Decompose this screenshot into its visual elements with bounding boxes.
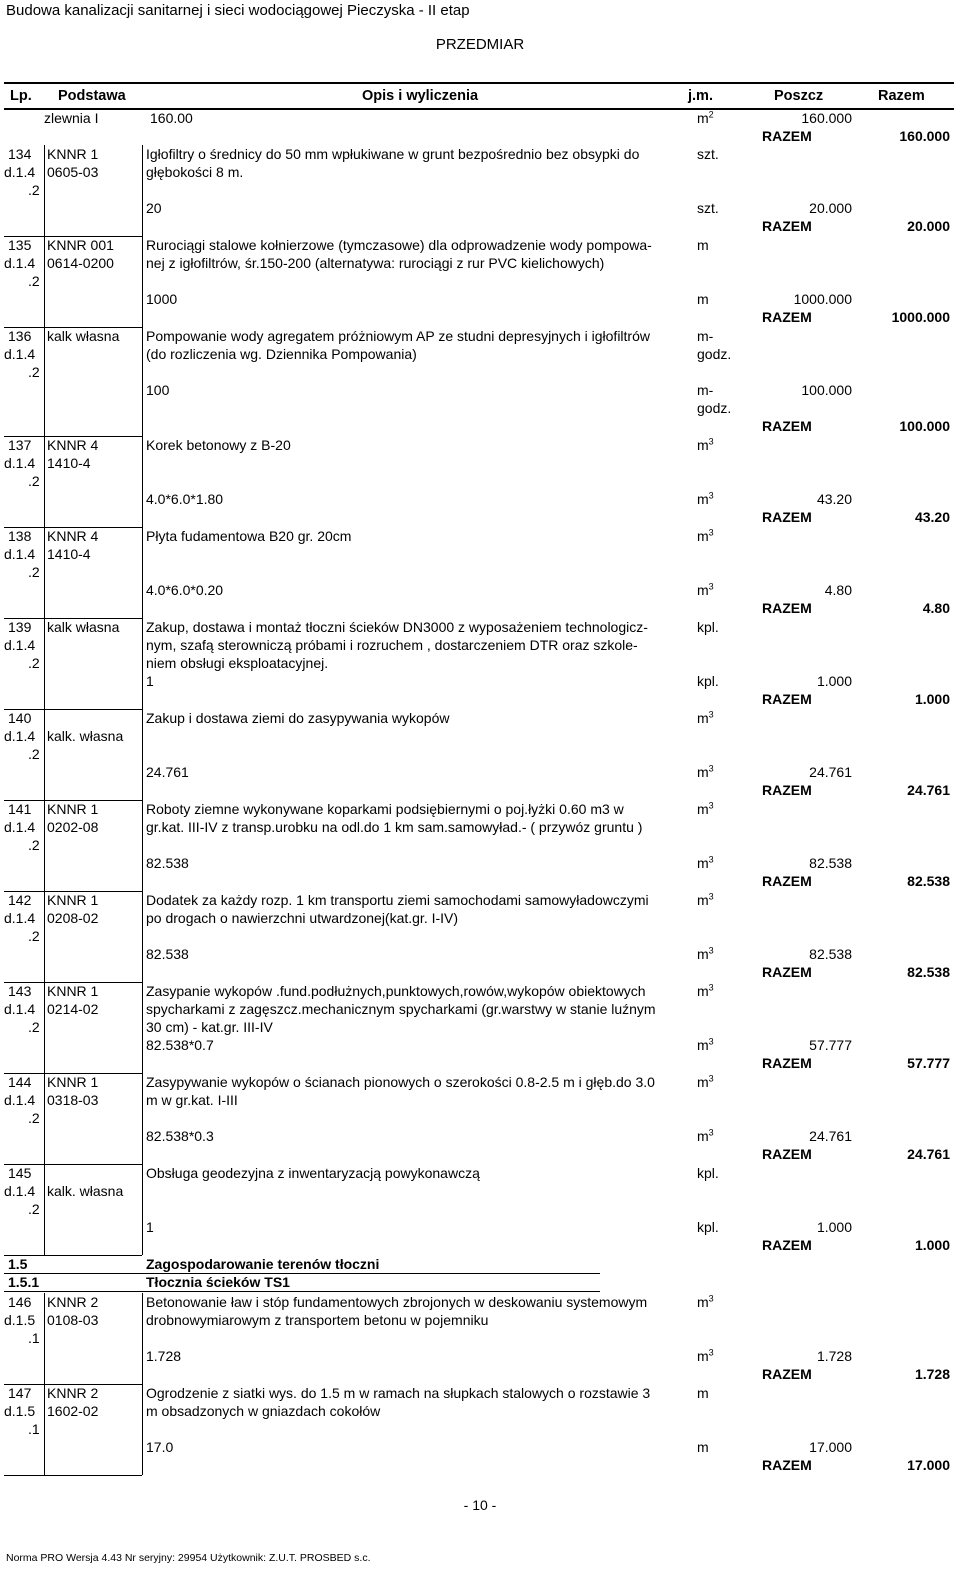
unit-exponent: 3 bbox=[708, 490, 714, 501]
razem-value: 82.538 bbox=[907, 873, 950, 889]
basis-catalog: 0605-03 bbox=[47, 164, 99, 180]
item-number: 136 bbox=[8, 328, 32, 344]
unit: kpl. bbox=[697, 619, 719, 635]
column-divider bbox=[142, 1384, 143, 1475]
item-sub: .1 bbox=[28, 1330, 40, 1346]
column-divider bbox=[44, 527, 45, 618]
partial-value: 100.000 bbox=[801, 382, 852, 398]
column-divider bbox=[142, 1073, 143, 1164]
unit-exponent: 3 bbox=[708, 709, 714, 720]
item-sub: .2 bbox=[28, 746, 40, 762]
column-divider bbox=[44, 145, 45, 236]
document-subtitle: PRZEDMIAR bbox=[435, 36, 525, 53]
item-number: 143 bbox=[8, 983, 32, 999]
column-divider bbox=[44, 436, 45, 527]
col-poszcz: Poszcz bbox=[774, 88, 824, 104]
calc-unit: m- bbox=[697, 382, 714, 398]
item-number: 137 bbox=[8, 437, 32, 453]
razem-label: RAZEM bbox=[762, 1146, 812, 1162]
basis-code: KNNR 2 bbox=[47, 1294, 99, 1310]
row-divider bbox=[4, 1273, 600, 1274]
column-divider bbox=[142, 236, 143, 327]
item-chapter: d.1.4 bbox=[4, 1183, 36, 1199]
item-chapter: d.1.4 bbox=[4, 546, 36, 562]
item-chapter: d.1.4 bbox=[4, 637, 36, 653]
unit-exponent: 3 bbox=[708, 1036, 714, 1047]
item-sub: .2 bbox=[28, 1110, 40, 1126]
column-divider bbox=[44, 891, 45, 982]
partial-value: 20.000 bbox=[809, 200, 852, 216]
description-line: Korek betonowy z B-20 bbox=[146, 437, 291, 453]
calc-expression: 1 bbox=[146, 1219, 154, 1235]
calc-expression: 82.538*0.7 bbox=[146, 1037, 214, 1053]
razem-label: RAZEM bbox=[762, 964, 812, 980]
description-line: Betonowanie ław i stóp fundamentowych zbrojonych w deskowaniu systemowym bbox=[146, 1294, 648, 1310]
column-divider bbox=[44, 327, 45, 436]
col-podstawa: Podstawa bbox=[58, 88, 126, 104]
column-divider bbox=[142, 709, 143, 800]
item-number: 147 bbox=[8, 1385, 32, 1401]
calc-unit: kpl. bbox=[697, 1219, 719, 1235]
unit: $m^3$ bbox=[697, 982, 714, 999]
unit-exponent: 3 bbox=[708, 581, 714, 592]
calc-expression: 24.761 bbox=[146, 764, 189, 780]
column-divider bbox=[44, 709, 45, 800]
description-line: Igłofiltry o średnicy do 50 mm wpłukiwane w grunt bezpośrednio bez obsypki do bbox=[146, 146, 640, 162]
unit-exponent: 2 bbox=[708, 109, 714, 120]
calc-expression: 82.538*0.3 bbox=[146, 1128, 214, 1144]
razem-value: 1.000 bbox=[914, 691, 950, 707]
item-sub: .1 bbox=[28, 1421, 40, 1437]
calc-unit: kpl. bbox=[697, 673, 719, 689]
partial-value: 82.538 bbox=[809, 855, 852, 871]
item-number: 140 bbox=[8, 710, 32, 726]
column-divider bbox=[142, 891, 143, 982]
item-sub: .2 bbox=[28, 364, 40, 380]
basis-code: KNNR 4 bbox=[47, 437, 99, 453]
razem-label: RAZEM bbox=[762, 128, 812, 144]
calc-label: zlewnia I bbox=[44, 110, 99, 126]
description-line: Zasypywanie wykopów o ścianach pionowych o szerokości 0.8-2.5 m i głęb.do 3.0 bbox=[146, 1074, 655, 1090]
calc-expression: 82.538 bbox=[146, 855, 189, 871]
unit: $m^3$ bbox=[697, 891, 714, 908]
column-divider bbox=[44, 1073, 45, 1164]
unit-exponent: 3 bbox=[708, 945, 714, 956]
unit: m bbox=[697, 237, 709, 253]
razem-label: RAZEM bbox=[762, 600, 812, 616]
unit-exponent: 3 bbox=[708, 1347, 714, 1358]
unit: m bbox=[697, 1385, 709, 1401]
razem-value: 43.20 bbox=[914, 509, 950, 525]
unit: $m^3$ bbox=[697, 709, 714, 726]
calc-expression: 4.0*6.0*1.80 bbox=[146, 491, 224, 507]
razem-label: RAZEM bbox=[762, 1366, 812, 1382]
description-line: (do rozliczenia wg. Dziennika Pompowania) bbox=[146, 346, 417, 362]
razem-value: 17.000 bbox=[907, 1457, 950, 1473]
column-divider bbox=[44, 1384, 45, 1475]
page-number: - 10 - bbox=[463, 1497, 497, 1513]
description-line: gr.kat. III-IV z transp.urobku na odl.do 1 km sam.samowyład.- ( przywóz gruntu ) bbox=[146, 819, 643, 835]
item-sub: .2 bbox=[28, 473, 40, 489]
description-line: głębokości 8 m. bbox=[146, 164, 244, 180]
description-line: drobnowymiarowym z transportem betonu w pojemniku bbox=[146, 1312, 489, 1328]
basis-catalog: 0202-08 bbox=[47, 819, 99, 835]
description-line: Ogrodzenie z siatki wys. do 1.5 m w ramach na słupkach stalowych o rozstawie 3 bbox=[146, 1385, 651, 1401]
partial-value: 24.761 bbox=[809, 1128, 852, 1144]
column-header-row bbox=[4, 82, 954, 110]
calc-unit: $m^3$ bbox=[697, 945, 714, 962]
item-number: 141 bbox=[8, 801, 32, 817]
column-divider bbox=[142, 982, 143, 1073]
basis-code: kalk własna bbox=[47, 619, 120, 635]
partial-value: 82.538 bbox=[809, 946, 852, 962]
razem-label: RAZEM bbox=[762, 782, 812, 798]
razem-value: 20.000 bbox=[907, 218, 950, 234]
item-sub: .2 bbox=[28, 182, 40, 198]
razem-value: 82.538 bbox=[907, 964, 950, 980]
item-chapter: d.1.4 bbox=[4, 1092, 36, 1108]
razem-value: 1000.000 bbox=[891, 309, 950, 325]
unit-exponent: 3 bbox=[708, 436, 714, 447]
unit-cont: godz. bbox=[697, 346, 732, 362]
col-razem: Razem bbox=[878, 88, 925, 104]
item-number: 142 bbox=[8, 892, 32, 908]
column-divider bbox=[142, 618, 143, 709]
calc-unit: $m^3$ bbox=[697, 1347, 714, 1364]
item-sub: .2 bbox=[28, 928, 40, 944]
item-number: 146 bbox=[8, 1294, 32, 1310]
item-sub: .2 bbox=[28, 837, 40, 853]
unit-exponent: 3 bbox=[708, 763, 714, 774]
razem-label: RAZEM bbox=[762, 218, 812, 234]
razem-label: RAZEM bbox=[762, 1237, 812, 1253]
item-chapter: d.1.4 bbox=[4, 255, 36, 271]
item-number: 138 bbox=[8, 528, 32, 544]
calc-expression: 100 bbox=[146, 382, 170, 398]
partial-value: 1.728 bbox=[816, 1348, 852, 1364]
column-divider bbox=[44, 1293, 45, 1384]
partial-value: 24.761 bbox=[809, 764, 852, 780]
description-line: m obsadzonych w gniazdach cokołów bbox=[146, 1403, 381, 1419]
basis-code: KNNR 4 bbox=[47, 528, 99, 544]
item-number: 139 bbox=[8, 619, 32, 635]
basis-catalog: kalk. własna bbox=[47, 1183, 124, 1199]
col-opis: Opis i wyliczenia bbox=[362, 88, 479, 104]
razem-label: RAZEM bbox=[762, 873, 812, 889]
calc-expression: 82.538 bbox=[146, 946, 189, 962]
calc-unit: m bbox=[697, 1439, 709, 1455]
column-divider bbox=[44, 982, 45, 1073]
partial-value: 1000.000 bbox=[793, 291, 852, 307]
razem-label: RAZEM bbox=[762, 691, 812, 707]
calc-unit: m bbox=[697, 291, 709, 307]
column-divider bbox=[142, 327, 143, 436]
column-divider bbox=[44, 800, 45, 891]
partial-value: 43.20 bbox=[816, 491, 852, 507]
section-number: 1.5 bbox=[8, 1256, 28, 1272]
razem-label: RAZEM bbox=[762, 1055, 812, 1071]
row-divider bbox=[4, 1475, 142, 1476]
calc-unit: $m^3$ bbox=[697, 854, 714, 871]
basis-catalog: kalk. własna bbox=[47, 728, 124, 744]
unit: $m^3$ bbox=[697, 1293, 714, 1310]
calc-unit: $m^3$ bbox=[697, 763, 714, 780]
item-chapter: d.1.4 bbox=[4, 910, 36, 926]
description-line: Roboty ziemne wykonywane koparkami podsiębiernymi o poj.łyżki 0.60 m3 w bbox=[146, 801, 624, 817]
basis-catalog: 0318-03 bbox=[47, 1092, 99, 1108]
basis-code: KNNR 1 bbox=[47, 801, 99, 817]
item-sub: .2 bbox=[28, 1019, 40, 1035]
item-number: 135 bbox=[8, 237, 32, 253]
description-line: niem obsługi eksploatacyjnej. bbox=[146, 655, 329, 671]
document-title: Budowa kanalizacji sanitarnej i sieci wodociągowej Pieczyska - II etap bbox=[6, 2, 470, 19]
item-sub: .2 bbox=[28, 564, 40, 580]
item-number: 134 bbox=[8, 146, 32, 162]
basis-catalog: 0208-02 bbox=[47, 910, 99, 926]
unit-exponent: 3 bbox=[708, 854, 714, 865]
razem-label: RAZEM bbox=[762, 418, 812, 434]
razem-value: 24.761 bbox=[907, 1146, 950, 1162]
description-line: Zakup, dostawa i montaż tłoczni ścieków DN3000 z wyposażeniem technologicz- bbox=[146, 619, 648, 635]
razem-value: 100.000 bbox=[899, 418, 950, 434]
column-divider bbox=[142, 436, 143, 527]
unit: $m^3$ bbox=[697, 1073, 714, 1090]
item-chapter: d.1.4 bbox=[4, 455, 36, 471]
unit: kpl. bbox=[697, 1165, 719, 1181]
unit-exponent: 3 bbox=[708, 982, 714, 993]
section-number: 1.5.1 bbox=[8, 1274, 40, 1290]
partial-value: 17.000 bbox=[809, 1439, 852, 1455]
razem-value: 24.761 bbox=[907, 782, 950, 798]
item-sub: .2 bbox=[28, 273, 40, 289]
calc-expression: 160.00 bbox=[150, 110, 193, 126]
basis-code: KNNR 1 bbox=[47, 1074, 99, 1090]
razem-value: 1.728 bbox=[914, 1366, 950, 1382]
basis-catalog: 1410-4 bbox=[47, 455, 91, 471]
calc-unit: $m^3$ bbox=[697, 1036, 714, 1053]
unit-exponent: 3 bbox=[708, 891, 714, 902]
column-divider bbox=[44, 618, 45, 709]
column-divider bbox=[142, 527, 143, 618]
partial-value: 1.000 bbox=[816, 1219, 852, 1235]
calc-expression: 1 bbox=[146, 673, 154, 689]
unit: $m^3$ bbox=[697, 436, 714, 453]
column-divider bbox=[142, 1293, 143, 1384]
column-divider bbox=[142, 800, 143, 891]
basis-catalog: 0108-03 bbox=[47, 1312, 99, 1328]
razem-value: 4.80 bbox=[922, 600, 950, 616]
item-sub: .2 bbox=[28, 1201, 40, 1217]
item-number: 145 bbox=[8, 1165, 32, 1181]
item-chapter: d.1.4 bbox=[4, 164, 36, 180]
calc-unit: $m^3$ bbox=[697, 1127, 714, 1144]
razem-label: RAZEM bbox=[762, 509, 812, 525]
column-divider bbox=[44, 1164, 45, 1255]
column-divider bbox=[142, 1164, 143, 1255]
section-title: Tłocznia ścieków TS1 bbox=[146, 1274, 290, 1290]
partial-value: 57.777 bbox=[809, 1037, 852, 1053]
description-line: spycharkami z zagęszcz.mechanicznym spycharkami (gr.warstwy w stanie luźnym bbox=[146, 1001, 656, 1017]
unit: szt. bbox=[697, 146, 719, 162]
basis-code: KNNR 1 bbox=[47, 983, 99, 999]
unit: m- bbox=[697, 328, 714, 344]
unit-exponent: 3 bbox=[708, 800, 714, 811]
item-chapter: d.1.4 bbox=[4, 346, 36, 362]
description-line: Rurociągi stalowe kołnierzowe (tymczasowe) dla odprowadzenie wody pompowa- bbox=[146, 237, 652, 253]
basis-catalog: 1602-02 bbox=[47, 1403, 99, 1419]
item-number: 144 bbox=[8, 1074, 32, 1090]
description-line: po drogach o nawierzchni utwardzonej(kat.gr. I-IV) bbox=[146, 910, 459, 926]
item-chapter: d.1.4 bbox=[4, 819, 36, 835]
description-line: 30 cm) - kat.gr. III-IV bbox=[146, 1019, 273, 1035]
unit-exponent: 3 bbox=[708, 1127, 714, 1138]
item-sub: .2 bbox=[28, 655, 40, 671]
basis-code: KNNR 1 bbox=[47, 146, 99, 162]
unit: $m^3$ bbox=[697, 800, 714, 817]
item-chapter: d.1.5 bbox=[4, 1403, 36, 1419]
description-line: Pompowanie wody agregatem próżniowym AP ze studni depresyjnych i igłofiltrów bbox=[146, 328, 650, 344]
col-jm: j.m. bbox=[688, 88, 713, 104]
column-divider bbox=[142, 145, 143, 236]
description-line: Dodatek za każdy rozp. 1 km transportu ziemi samochodami samowyładowczymi bbox=[146, 892, 649, 908]
unit-exponent: 3 bbox=[708, 1293, 714, 1304]
item-chapter: d.1.4 bbox=[4, 728, 36, 744]
calc-expression: 1.728 bbox=[146, 1348, 182, 1364]
software-footer: Norma PRO Wersja 4.43 Nr seryjny: 29954 Użytkownik: Z.U.T. PROSBED s.c. bbox=[6, 1552, 371, 1564]
item-chapter: d.1.4 bbox=[4, 1001, 36, 1017]
basis-catalog: 0214-02 bbox=[47, 1001, 99, 1017]
calc-expression: 17.0 bbox=[146, 1439, 174, 1455]
calc-unit: szt. bbox=[697, 200, 719, 216]
partial-value: 160.000 bbox=[801, 110, 852, 126]
row-divider bbox=[4, 1291, 600, 1292]
partial-value: 4.80 bbox=[824, 582, 852, 598]
calc-expression: 1000 bbox=[146, 291, 178, 307]
description-line: nym, szafą sterowniczą próbami i rozruchem , dostarczeniem DTR oraz szkole- bbox=[146, 637, 638, 653]
calc-expression: 20 bbox=[146, 200, 162, 216]
calc-unit: $m^2$ bbox=[697, 109, 714, 126]
calc-unit: $m^3$ bbox=[697, 581, 714, 598]
description-line: m w gr.kat. I-III bbox=[146, 1092, 238, 1108]
basis-catalog: 0614-0200 bbox=[47, 255, 114, 271]
section-title: Zagospodarowanie terenów tłoczni bbox=[146, 1256, 380, 1272]
unit-exponent: 3 bbox=[708, 1073, 714, 1084]
basis-code: KNNR 2 bbox=[47, 1385, 99, 1401]
razem-value: 160.000 bbox=[899, 128, 950, 144]
item-chapter: d.1.5 bbox=[4, 1312, 36, 1328]
razem-value: 1.000 bbox=[914, 1237, 950, 1253]
basis-code: kalk własna bbox=[47, 328, 120, 344]
calc-unit-cont: godz. bbox=[697, 400, 732, 416]
basis-code: KNNR 1 bbox=[47, 892, 99, 908]
description-line: Zakup i dostawa ziemi do zasypywania wykopów bbox=[146, 710, 450, 726]
description-line: nej z igłofiltrów, śr.150-200 (alternatywa: rurociągi z rur PVC kielichowych) bbox=[146, 255, 605, 271]
razem-label: RAZEM bbox=[762, 309, 812, 325]
calc-expression: 4.0*6.0*0.20 bbox=[146, 582, 224, 598]
razem-label: RAZEM bbox=[762, 1457, 812, 1473]
description-line: Płyta fudamentowa B20 gr. 20cm bbox=[146, 528, 352, 544]
basis-code: KNNR 001 bbox=[47, 237, 114, 253]
partial-value: 1.000 bbox=[816, 673, 852, 689]
razem-value: 57.777 bbox=[907, 1055, 950, 1071]
description-line: Obsługa geodezyjna z inwentaryzacją powykonawczą bbox=[146, 1165, 480, 1181]
unit: $m^3$ bbox=[697, 527, 714, 544]
unit-exponent: 3 bbox=[708, 527, 714, 538]
column-divider bbox=[44, 236, 45, 327]
col-lp: Lp. bbox=[10, 88, 32, 104]
basis-catalog: 1410-4 bbox=[47, 546, 91, 562]
calc-unit: $m^3$ bbox=[697, 490, 714, 507]
description-line: Zasypanie wykopów .fund.podłużnych,punktowych,rowów,wykopów obiektowych bbox=[146, 983, 646, 999]
